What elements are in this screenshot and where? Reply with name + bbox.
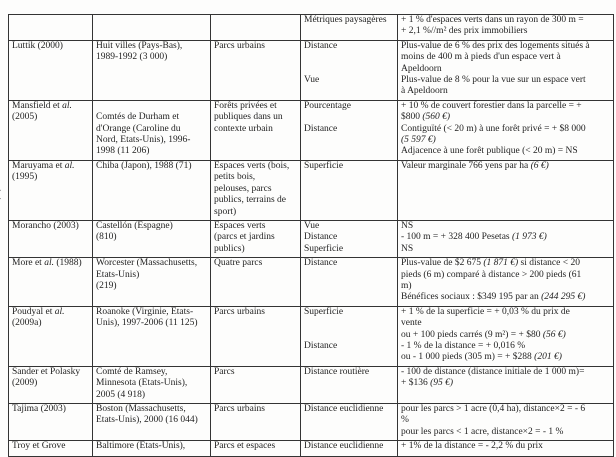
scan-edge-artifact	[0, 297, 1, 307]
scan-edge-artifact	[0, 430, 1, 440]
green-space-cell: Espaces verts (parcs et jardins publics)	[211, 220, 301, 257]
metric-cell: Distance	[301, 258, 398, 307]
green-space-cell: Forêts privées et publiques dans un contexte urbain	[211, 100, 301, 160]
location-cell: Comté de Ramsey, Minnesota (Etats-Unis), 2005 (4 918)	[93, 366, 211, 403]
table-body	[9, 15, 614, 457]
result-cell: + 10 % de couvert forestier dans la parcelle = + $800 (560 €) Contiguïté (< 20 m) à une forêt privé = + $8 000 (5 597 €) Adjacence à une forêt publique (< 20 m) = NS	[398, 100, 614, 160]
green-space-cell: Parcs urbains	[211, 404, 301, 441]
author-cell: Tajima (2003)	[9, 404, 93, 441]
metric-cell: Superficie	[301, 160, 398, 220]
location-cell: Worcester (Massachusetts, Etats-Unis) (219)	[93, 258, 211, 307]
result-cell: - 100 de distance (distance initiale de 1 000 m)= + $136 (95 €)	[398, 366, 614, 403]
result-cell: pour les parcs > 1 acre (0,4 ha), distance×2 = - 6 % pour les parcs < 1 acre, distance×2 = - 1 %	[398, 404, 614, 441]
location-cell: Huit villes (Pays-Bas), 1989-1992 (3 000)	[93, 40, 211, 100]
author-cell: Luttik (2000)	[9, 40, 93, 100]
table-row	[9, 100, 614, 160]
author-cell: Maruyama et al. (1995)	[9, 160, 93, 220]
metric-cell: Pourcentage Distance	[301, 100, 398, 160]
metric-cell: Métriques paysagères	[301, 15, 398, 41]
scan-edge-artifact	[0, 190, 1, 200]
result-cell: Valeur marginale 766 yens par ha (6 €)	[398, 160, 614, 220]
location-cell: Comtés de Durham et d'Orange (Caroline du Nord, Etats-Unis), 1996- 1998 (11 206)	[93, 100, 211, 160]
table-row	[9, 404, 614, 441]
author-cell: Troy et Grove	[9, 441, 93, 457]
author-cell: Sander et Polasky (2009)	[9, 366, 93, 403]
green-space-cell	[211, 15, 301, 41]
author-cell: Mansfield et al. (2005)	[9, 100, 93, 160]
metric-cell: Distance routière	[301, 366, 398, 403]
table-row	[9, 441, 614, 457]
metric-cell: Superficie Distance	[301, 306, 398, 366]
table-row	[9, 40, 614, 100]
location-cell: Castellón (Espagne) (810)	[93, 220, 211, 257]
green-space-cell: Parcs urbains	[211, 40, 301, 100]
result-cell: Plus-value de 6 % des prix des logements situés à moins de 400 m à pieds d'un espace vert à Apeldoorn Plus-value de 8 % pour la vue sur un espace vert à Apeldoorn	[398, 40, 614, 100]
green-space-cell: Espaces verts (bois, petits bois, pelouses, parcs publics, terrains de sport)	[211, 160, 301, 220]
location-cell: Chiba (Japon), 1988 (71)	[93, 160, 211, 220]
hedonic-studies-table	[8, 14, 614, 457]
table-row	[9, 220, 614, 257]
table-row	[9, 15, 614, 41]
table-row	[9, 258, 614, 307]
result-cell: Plus-value de $2 675 (1 871 €) si distance < 20 pieds (6 m) comparé à distance > 200 pieds (61 m) Bénéfices sociaux : $349 195 par an (244 295 €)	[398, 258, 614, 307]
author-cell: Morancho (2003)	[9, 220, 93, 257]
green-space-cell: Parcs urbains	[211, 306, 301, 366]
result-cell: + 1 % de la superficie = + 0,03 % du prix de vente ou + 100 pieds carrés (9 m²) = + $80 (56 €) - 1 % de la distance = + 0,016 % ou - 1 000 pieds (305 m) = + $288 (201 €)	[398, 306, 614, 366]
location-cell: Boston (Massachusetts, Etats-Unis), 2000 (16 044)	[93, 404, 211, 441]
result-cell: + 1% de la distance = - 2,2 % du prix	[398, 441, 614, 457]
author-cell: Poudyal et al. (2009a)	[9, 306, 93, 366]
author-cell: More et al. (1988)	[9, 258, 93, 307]
green-space-cell: Quatre parcs	[211, 258, 301, 307]
metric-cell: Distance euclidienne	[301, 441, 398, 457]
table-row	[9, 160, 614, 220]
table-row	[9, 306, 614, 366]
location-cell: Roanoke (Virginie, Etats- Unis), 1997-2006 (11 125)	[93, 306, 211, 366]
location-cell: Baltimore (Etats-Unis),	[93, 441, 211, 457]
green-space-cell: Parcs et espaces	[211, 441, 301, 457]
result-cell: + 1 % d'espaces verts dans un rayon de 300 m = + 2,1 %//m² des prix immobiliers	[398, 15, 614, 41]
metric-cell: Distance Vue	[301, 40, 398, 100]
metric-cell: Distance euclidienne	[301, 404, 398, 441]
table-row	[9, 366, 614, 403]
author-cell	[9, 15, 93, 41]
green-space-cell: Parcs	[211, 366, 301, 403]
location-cell	[93, 15, 211, 41]
result-cell: NS - 100 m = + 328 400 Pesetas (1 973 €) NS	[398, 220, 614, 257]
metric-cell: Vue Distance Superficie	[301, 220, 398, 257]
